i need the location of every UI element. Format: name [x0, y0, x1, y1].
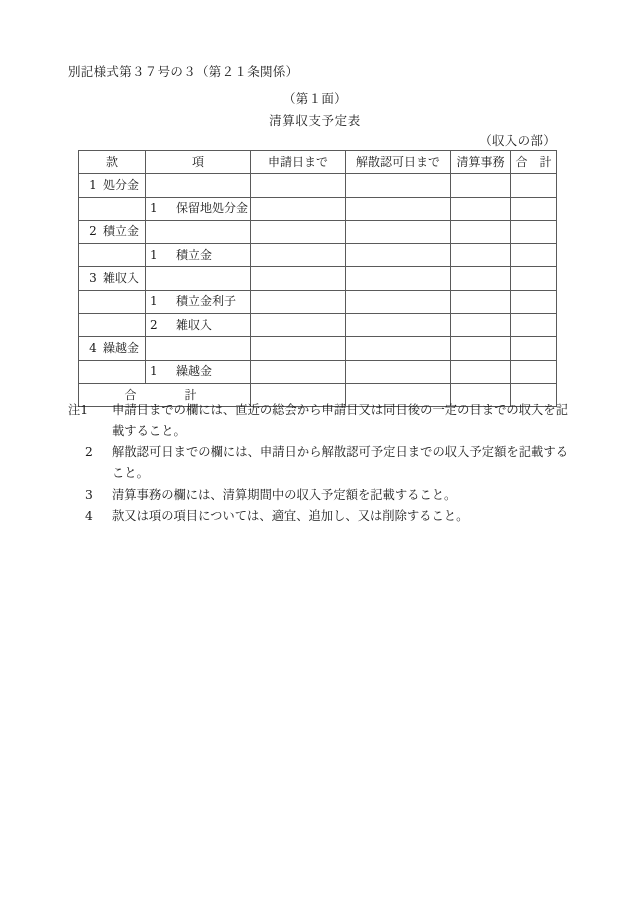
- value-cell-until-dissolution-approval-date[interactable]: [346, 267, 451, 290]
- value-cell-total[interactable]: [511, 267, 557, 290]
- value-cell-total[interactable]: [511, 197, 557, 220]
- value-cell-total[interactable]: [511, 244, 557, 267]
- value-cell-liquidation-affairs[interactable]: [451, 337, 511, 360]
- table-body: [79, 151, 557, 407]
- value-cell-liquidation-affairs[interactable]: [451, 290, 511, 313]
- ko-name: 積立金: [176, 247, 213, 262]
- income-budget-table: [78, 150, 557, 407]
- ko-empty-cell: [146, 220, 251, 243]
- kan-name: 繰越金: [103, 340, 140, 355]
- note-text: 清算事務の欄には、清算期間中の収入予定額を記載すること。: [112, 487, 457, 502]
- ko-number: 1: [150, 247, 158, 262]
- kan-name: 処分金: [103, 177, 140, 192]
- table-row: [79, 337, 557, 360]
- value-cell-total[interactable]: [511, 337, 557, 360]
- column-header-kan: 款: [79, 151, 146, 174]
- ko-label-cell: [146, 314, 251, 337]
- ko-label-cell: [146, 360, 251, 383]
- kan-label-cell: [79, 220, 146, 243]
- face-label: （第１面）: [282, 91, 347, 106]
- value-cell-until-application-date[interactable]: [251, 197, 346, 220]
- value-cell-until-dissolution-approval-date[interactable]: [346, 220, 451, 243]
- value-cell-liquidation-affairs[interactable]: [451, 174, 511, 197]
- ko-empty-cell: [146, 337, 251, 360]
- kan-number: 2: [89, 224, 97, 239]
- value-cell-until-dissolution-approval-date[interactable]: [346, 244, 451, 267]
- value-cell-liquidation-affairs[interactable]: [451, 197, 511, 220]
- section-label: （収入の部）: [479, 133, 556, 148]
- value-cell-until-application-date[interactable]: [251, 174, 346, 197]
- note-item: [68, 506, 568, 527]
- ko-number: 1: [150, 364, 158, 379]
- value-cell-until-application-date[interactable]: [251, 290, 346, 313]
- kan-label-cell: [79, 267, 146, 290]
- table-row: [79, 267, 557, 290]
- kan-empty-cell: [79, 197, 146, 220]
- note-marker: 4: [85, 508, 93, 523]
- column-header-until-application-date: 申請日まで: [251, 151, 346, 174]
- ko-label-cell: [146, 197, 251, 220]
- table-row: [79, 220, 557, 243]
- value-cell-until-dissolution-approval-date[interactable]: [346, 337, 451, 360]
- value-cell-total[interactable]: [511, 174, 557, 197]
- value-cell-until-application-date[interactable]: [251, 220, 346, 243]
- column-header-total: 合 計: [511, 151, 557, 174]
- kan-empty-cell: [79, 360, 146, 383]
- kan-empty-cell: [79, 244, 146, 267]
- value-cell-total[interactable]: [511, 314, 557, 337]
- total-row-label: 合 計: [79, 383, 251, 406]
- value-cell-until-dissolution-approval-date[interactable]: [346, 290, 451, 313]
- value-cell-liquidation-affairs[interactable]: [451, 244, 511, 267]
- value-cell-until-dissolution-approval-date[interactable]: [346, 197, 451, 220]
- kan-empty-cell: [79, 290, 146, 313]
- ko-number: 2: [150, 317, 158, 332]
- note-marker: 2: [85, 445, 93, 460]
- table-row: [79, 174, 557, 197]
- table-row: [79, 360, 557, 383]
- column-header-liquidation-affairs: 清算事務: [451, 151, 511, 174]
- page-title: 清算収支予定表: [269, 113, 361, 128]
- table-row: [79, 290, 557, 313]
- ko-empty-cell: [146, 267, 251, 290]
- note-marker: 3: [85, 487, 93, 502]
- note-item: [68, 485, 568, 506]
- ko-label-cell: [146, 290, 251, 313]
- kan-label-cell: [79, 174, 146, 197]
- value-cell-until-dissolution-approval-date[interactable]: [346, 174, 451, 197]
- column-header-until-dissolution-approval-date: 解散認可日まで: [346, 151, 451, 174]
- ko-name: 積立金利子: [176, 294, 237, 309]
- kan-number: 3: [89, 271, 97, 286]
- kan-name: 積立金: [103, 224, 140, 239]
- note-item: [68, 400, 568, 442]
- kan-label-cell: [79, 337, 146, 360]
- value-cell-until-dissolution-approval-date[interactable]: [346, 360, 451, 383]
- value-cell-liquidation-affairs[interactable]: [451, 267, 511, 290]
- ko-name: 繰越金: [176, 364, 213, 379]
- table-row: [79, 197, 557, 220]
- ko-number: 1: [150, 201, 158, 216]
- value-cell-liquidation-affairs[interactable]: [451, 314, 511, 337]
- value-cell-total[interactable]: [511, 360, 557, 383]
- ko-name: 保留地処分金: [176, 201, 249, 216]
- table-row: [79, 244, 557, 267]
- column-header-ko: 項: [146, 151, 251, 174]
- note-marker: 注1: [68, 403, 89, 417]
- value-cell-total[interactable]: [511, 220, 557, 243]
- kan-number: 4: [89, 340, 97, 355]
- kan-number: 1: [89, 177, 97, 192]
- value-cell-total[interactable]: [511, 290, 557, 313]
- value-cell-until-dissolution-approval-date[interactable]: [346, 314, 451, 337]
- value-cell-liquidation-affairs[interactable]: [451, 220, 511, 243]
- ko-name: 雑収入: [176, 317, 213, 332]
- form-code-label: 別記様式第３７号の３（第２１条関係）: [68, 64, 299, 79]
- notes-section: [68, 400, 568, 527]
- value-cell-until-application-date[interactable]: [251, 337, 346, 360]
- note-text: 申請日までの欄には、直近の総会から申請日又は同日後の一定の日までの収入を記載すること。: [112, 403, 568, 439]
- ko-empty-cell: [146, 174, 251, 197]
- kan-name: 雑収入: [103, 271, 140, 286]
- kan-empty-cell: [79, 314, 146, 337]
- value-cell-until-application-date[interactable]: [251, 244, 346, 267]
- ko-label-cell: [146, 244, 251, 267]
- ko-number: 1: [150, 294, 158, 309]
- note-item: [68, 442, 568, 484]
- note-text: 款又は項の項目については、適宜、追加し、又は削除すること。: [112, 508, 469, 523]
- value-cell-until-application-date[interactable]: [251, 314, 346, 337]
- value-cell-liquidation-affairs[interactable]: [451, 360, 511, 383]
- note-text: 解散認可日までの欄には、申請日から解散認可予定日までの収入予定額を記載すること。: [112, 445, 568, 481]
- value-cell-until-application-date[interactable]: [251, 360, 346, 383]
- table-header-row: [79, 151, 557, 174]
- value-cell-until-application-date[interactable]: [251, 267, 346, 290]
- table-row: [79, 314, 557, 337]
